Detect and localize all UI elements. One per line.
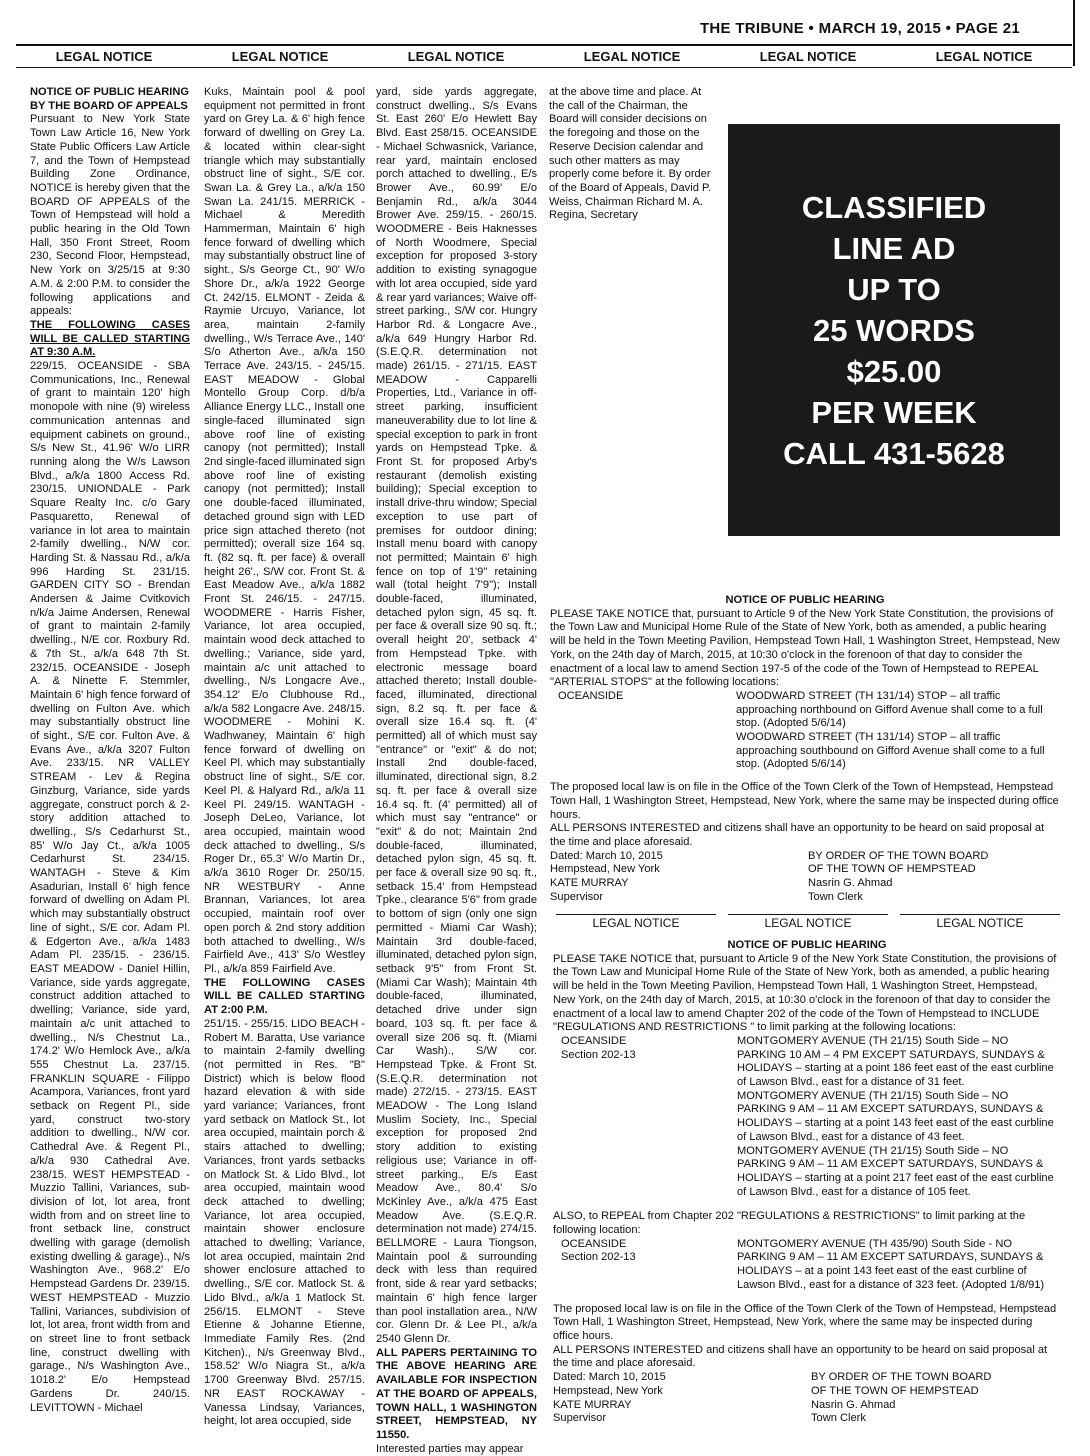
notice-title: NOTICE OF PUBLIC HEARING xyxy=(725,594,885,606)
morning-cases-heading: THE FOLLOWING CASES WILL BE CALLED STARTING AT 9:30 A.M. xyxy=(30,318,190,359)
ad-line: $25.00 xyxy=(846,353,942,389)
column-header: LEGAL NOTICE xyxy=(759,49,857,64)
cases-text: Kuks, Maintain pool & pool equipment not permitted in front yard on Grey La. & 6' high fence forward of dwelling on Grey La. & located within clear-sight triangle which may substantially obstruct line of sight., S/E cor. Swan La. & Grey La., a/k/a 150 Swan La. 241/15. MERRICK - Michael & Meredith Hammerman, Maintain 6' high fence forward of dwelling which may substantially obstruct line of sight., S/s George Ct., 90' W/o Shore Dr., a/k/a 1922 George Ct. 242/15. ELMONT - Zeida & Raymie Urcuyo, Variance, lot area, maintain 2-family dwelling., W/s Terrace Ave., 140' S/o Atherton Ave., a/k/a 150 Terrace Ave. 243/15. - 245/15. EAST MEADOW - Global Montello Group Corp. d/b/a Alliance Energy LLC., Install one single-faced illuminated sign above roof line of existing canopy (not permitted); Install 2nd single-faced illuminated sign above roof line of existing canopy (not permitted); Install one double-faced illuminated, detached ground sign with LED price sign attached thereto (not permitted); overall size 164 sq. ft. (82 sq. ft. per face) & overall height 26'., S/W cor. Front St. & East Meadow Ave., a/k/a 1882 Front St. 246/15. - 247/15. WOODMERE - Harris Fisher, Variance, lot area occupied, maintain wood deck attached to dwelling.; Variance, side yard, maintain a/c unit attached to dwelling., N/s Longacre Ave., 354.12' E/o Clubhouse Rd., a/k/a 582 Longacre Ave. 248/15. WOODMERE - Mohini K. Wadhwaney, Maintain 6' high fence forward of dwelling on Keel Pl. which may substantially obstruct line of sight., S/E cor. Keel Pl. & Halyard Rd., a/k/a 11 Keel Pl. 249/15. WANTAGH - Joseph DeLeo, Variance, lot area occupied, maintain wood deck attached to dwelling., S/s Roger Dr., 65.3' W/o Martin Dr., a/k/a 3610 Roger Dr. 250/15. NR WESTBURY - Anne Brannan, Variances, lot area occupied, maintain roof over open porch & 2nd story addition both attached to dwelling., W/s Fairfield Ave., 413' S/o Westley Pl., a/k/a 859 Fairfield Ave. xyxy=(204,86,365,975)
signature-block: BY ORDER OF THE TOWN BOARD OF THE TOWN OF HEMPSTEAD Nasrin G. Ahmad Town Clerk xyxy=(811,1371,992,1425)
ad-line: CALL 431-5628 xyxy=(783,435,1005,471)
ad-line: LINE AD xyxy=(832,230,956,266)
header-rule xyxy=(16,67,1072,68)
column-header: LEGAL NOTICE xyxy=(231,49,329,64)
cases-text: yard, side yards aggregate, construct dwelling., S/s Evans St. East 260' E/o Hewlett Bay Blvd. East 258/15. OCEANSIDE - Michael Schwasnick, Variance, rear yard, maintain enclosed porch attached to dwelling., E/s Brower Ave., 60.99' E/o Benjamin Rd., a/k/a 3044 Brower Ave. 259/15. - 260/15. WOODMERE - Beis Haknesses of North Woodmere, Special exception for proposed 3-story addition to existing synagogue with lot area occupied, side yard & rear yard variances; Waive off-street parking., S/W cor. Hungry Harbor Rd. & Longacre Ave., a/k/a 649 Hungry Harbor Rd. (S.E.Q.R. determination not made) 261/15. - 271/15. EAST MEADOW - Capparelli Properties, Ltd., Variance in off-street parking, insufficient maneuverability due to lot line & special exception to park in front yards on Hempstead Tpke. & Front St. for proposed Arby's restaurant (demolish existing building); Special exception to install drive-thru window; Special exception to use part of premises for outdoor dining; Install menu board with canopy not permitted; Maintain 6' high fence on top of 1'9" retaining wall (total height 7'9"); Install double-faced, illuminated, detached pylon sign, 45 sq. ft. per face & overall size 90 sq. ft.; overall height 20', setback 4' from Hempstead Tpke. with electronic message board attached thereto; Install double-faced, illuminated, directional sign, 8.2 sq. ft. per face & overall size 16.4 sq. ft. (4' permitted) all of which must say "entrance" or "exit" & do not; Install 2nd double-faced, illuminated, directional sign, 8.2 sq. ft. per face & overall size 16.4 sq. ft. (4' permitted) all of which must say "entrance" or "exit" & do not; Maintain 2nd double-faced, illuminated, detached pylon sign, 45 sq. ft. per face & overall size 90 sq. ft., setback 15.4' from Hempstead Tpke., clearance 5'6" from grade to bottom of sign (only one sign permitted - Miami Car Wash); Maintain 3rd double-faced, illuminated, detached pylon sign, setback 9'5" from Front St. (Miami Car Wash); Maintain 4th double-faced, illuminated, detached drive under sign board, 103 sq. ft. per face & overall size 206 sq. ft. (Miami Car Wash)., S/W cor. Hempstead Tpke. & Front St. (S.E.Q.R. determination not made) 272/15. - 273/15. EAST MEADOW - The Long Island Muslim Society, Inc., Special exception for proposed 2nd story addition to existing religious use; Variance in off-street parking., E/s East Meadow Ave., 80.4' S/o McKinley Ave., a/k/a 475 East Meadow Ave. (S.E.Q.R. determination not made) 274/15. BELLMORE - Laura Tiongson, Maintain pool & surrounding deck with less than required front, side & rear yard setbacks; maintain 6' high fence larger than pool installation area., N/W cor. Glenn Dr. & Lee Pl., a/k/a 2540 Glenn Dr. xyxy=(376,86,537,1345)
notice-body: Pursuant to New York State Town Law Article 16, New York State Public Officers Law Article 7, and the Town of Hempstead Building Zone Ordinance, NOTICE is hereby given that the BOARD OF APPEALS of the Town of Hempstead will hold a public hearing in the Old Town Hall, 350 Front Street, Room 230, Second Floor, Hempstead, New York on 3/25/15 at 9:30 A.M. & 2:00 P.M. to consider the following applications and appeals: xyxy=(30,113,190,318)
location-label: OCEANSIDE Section 202-13 xyxy=(561,1034,636,1061)
location-label: OCEANSIDE xyxy=(558,689,624,702)
cases-text: 251/15. - 255/15. LIDO BEACH - Robert M. Baratta, Use variance to maintain 2-family dwelling (not permitted in Res. "B" District) which is below flood hazard elevation & with side yard variance; Variances, front yard setback on Matlock St., lot area occupied, maintain porch & stairs attached to dwelling; Variances, front yards setbacks on Matlock St. & Lido Blvd., lot area occupied, maintain wood deck attached to dwelling; Variance, lot area occupied, maintain shower enclosure attached to dwelling; Variance, lot area occupied, maintain 2nd shower enclosure attached to dwelling., S/E cor. Matlock St. & Lido Blvd., a/k/a 1 Matlock St. 256/15. ELMONT - Steve Etienne & Johanne Etienne, Immediate Family Res. (2nd Kitchen)., N/s Greenway Blvd., 158.52' W/o Niagra St., a/k/a 1700 Greenway Blvd. 257/15. NR EAST ROCKAWAY - Vanessa Lindsay, Variances, height, lot area occupied, side xyxy=(204,1017,365,1428)
notice-arterial-stops xyxy=(550,594,1060,904)
masthead-rule xyxy=(1073,0,1075,66)
column-header: LEGAL NOTICE xyxy=(407,49,505,64)
masthead: THE TRIBUNE • MARCH 19, 2015 • PAGE 21 xyxy=(699,20,1020,37)
column-headers xyxy=(16,49,1072,64)
cases-text: Interested parties may appear xyxy=(376,1442,524,1455)
location-label: OCEANSIDE Section 202-13 xyxy=(561,1237,636,1264)
column-header: LEGAL NOTICE xyxy=(900,914,1060,930)
column-header: LEGAL NOTICE xyxy=(728,914,888,930)
column-header: LEGAL NOTICE xyxy=(55,49,153,64)
ad-line: UP TO xyxy=(847,271,941,307)
location-item: WOODWARD STREET (TH 131/14) STOP – all traffic approaching southbound on Gifford Avenue shall come to a full stop. (Adopted 5/6/14) xyxy=(736,731,1045,771)
ad-line: 25 WORDS xyxy=(813,312,975,348)
notice-also: ALSO, to REPEAL from Chapter 202 "REGULATIONS & RESTRICTIONS" to limit parking at the following location: xyxy=(553,1210,1026,1237)
dated-block: Dated: March 10, 2015 Hempstead, New York KATE MURRAY Supervisor xyxy=(553,1371,666,1425)
column-2 xyxy=(204,86,365,1448)
location-item: WOODWARD STREET (TH 131/14) STOP – all traffic approaching northbound on Gifford Avenue shall come to a full stop. (Adopted 5/6/14) xyxy=(736,689,1043,730)
notice-file: The proposed local law is on file in the Office of the Town Clerk of the Town of Hempstead, Hempstead Town Hall, 1 Washington Street, Hempstead, New York, where the same may be inspected during office hours. xyxy=(553,1302,1057,1342)
ad-line: CLASSIFIED xyxy=(801,189,987,225)
dated-block: Dated: March 10, 2015 Hempstead, New York KATE MURRAY Supervisor xyxy=(550,849,663,903)
signature-block: BY ORDER OF THE TOWN BOARD OF THE TOWN OF HEMPSTEAD Nasrin G. Ahmad Town Clerk xyxy=(808,849,989,903)
notice-body: PLEASE TAKE NOTICE that, pursuant to Article 9 of the New York State Constitution, the provisions of the Town Law and Municipal Home Rule of the State of New York, both as amended, a public hearing will be held in the Town Meeting Pavilion, Hempstead Town Hall, 1 Washington Street, Hempstead, New York, on the 24th day of March, 2015, at 10:30 o'clock in the forenoon of that day to consider the enactment of a local law to amend Chapter 202 of the code of the Town of Hempstead to INCLUDE "REGULATIONS AND RESTRICTIONS " to limit parking at the following locations: xyxy=(553,952,1057,1034)
column-header: LEGAL NOTICE xyxy=(556,914,716,930)
location-items: MONTGOMERY AVENUE (TH 21/15) South Side – NO PARKING 10 AM – 4 PM EXCEPT SATURDAYS, SUNDAYS & HOLIDAYS – starting at a point 186 feet east of the east curbline of Lawson Blvd., east for a distance of 31 feet. MONTGOMERY AVENUE (TH 21/15) South Side – NO PARKING 9 AM – 11 AM EXCEPT SATURDAYS, SUNDAYS & HOLIDAYS – starting at a point 143 feet east of the east curbline of Lawson Blvd., east for a distance of 43 feet. MONTGOMERY AVENUE (TH 21/15) South Side – NO PARKING 9 AM – 11 AM EXCEPT SATURDAYS, SUNDAYS & HOLIDAYS – starting at a point 217 feet east of the east curbline of Lawson Blvd., east for a distance of 105 feet. xyxy=(737,1034,1054,1198)
top-rule xyxy=(16,44,1072,46)
board-closing: at the above time and place. At the call of the Chairman, the Board will consider decisions on the foregoing and those on the Reserve Decision calendar and such other matters as may properly come before it. By order of the Board of Appeals, David P. Weiss, Chairman Richard M. A. Regina, Secretary xyxy=(549,86,711,222)
notice-file: The proposed local law is on file in the Office of the Town Clerk of the Town of Hempstead, Hempstead Town Hall, 1 Washington Street, Hempstead, New York, where the same may be inspected during office hours. xyxy=(550,781,1059,821)
classified-ad xyxy=(728,124,1060,536)
column-3 xyxy=(376,86,537,1455)
cases-text: 229/15. OCEANSIDE - SBA Communications, Inc., Renewal of grant to maintain 120' high monopole with nine (9) wireless communication antennas and equipment cabinets on ground., S/s New St., 41.96' W/o LIRR running along the W/s Lawson Blvd., a/k/a 1800 Access Rd. 230/15. UNIONDALE - Park Square Realty Inc. c/o Gary Pasquaretto, Renewal of variance in lot area to maintain 2-family dwelling., N/W cor. Harding St. & Nassau Rd., a/k/a 996 Harding St. 231/15. GARDEN CITY SO - Brendan Andersen & Jaime Cvitkovich n/k/a Jaime Andersen, Renewal of grant to maintain 2-family dwelling., N/E cor. Roxbury Rd. & 7th St., a/k/a 648 7th St. 232/15. OCEANSIDE - Joseph A. & Ninette F. Stemmler, Maintain 6' high fence forward of dwelling on Fulton Ave. which may substantially obstruct line of sight., S/E cor. Fulton Ave. & Evans Ave., a/k/a 3207 Fulton Ave. 233/15. NR VALLEY STREAM - Lev & Regina Ginzburg, Variance, side yards aggregate, construct porch & 2-story addition attached to dwelling., S/s Cedarhurst St., 85' W/o Jay Ct., a/k/a 1005 Cedarhurst St. 234/15. WANTAGH - Steve & Kim Asadurian, Install 6' high fence forward of dwelling on Adam Pl. which may substantially obstruct line of sight., S/E cor. Adam Pl. & Edgerton Ave., a/k/a 1483 Adam Pl. 235/15. - 236/15. EAST MEADOW - Daniel Hillin, Variance, side yards aggregate, construct addition attached to dwelling; Variance, side yard, maintain a/c unit attached to dwelling., N/s Chestnut La., 174.2' W/o Hemlock Ave., a/k/a 555 Chestnut La. 237/15. FRANKLIN SQUARE - Filippo Acampora, Variances, front yard setback on Regent Pl., side yard, construct two-story addition to dwelling., N/W cor. Cathedral Ave. & Regent Pl., a/k/a 930 Cathedral Ave. 238/15. WEST HEMPSTEAD - Muzzio Tallini, Variances, sub-division of lot, lot area, front width from and on street line to front setback line, construct dwelling with garage (demolish existing dwelling & garage)., N/s Washington Ave., 968.2' E/o Hempstead Gardens Dr. 239/15. WEST HEMPSTEAD - Muzzio Tallini, Variances, subdivision of lot, lot area, front width from and on street line to front setback line, construct dwelling with garage., N/s Washington Ave., 1018.2' E/o Hempstead Gardens Dr. 240/15. LEVITTOWN - Michael xyxy=(30,360,190,1414)
notice-title: NOTICE OF PUBLIC HEARING BY THE BOARD OF APPEALS xyxy=(30,86,190,112)
column-1 xyxy=(30,86,190,1448)
ad-line: PER WEEK xyxy=(811,394,977,430)
notice-heard: ALL PERSONS INTERESTED and citizens shall have an opportunity to be heard on said proposal at the time and place aforesaid. xyxy=(550,822,1045,848)
afternoon-cases-heading: THE FOLLOWING CASES WILL BE CALLED STARTING AT 2:00 P.M. xyxy=(204,976,365,1017)
notice-body: PLEASE TAKE NOTICE that, pursuant to Article 9 of the New York State Constitution, the provisions of the Town Law and Municipal Home Rule of the State of New York, both as amended, a public hearing will be held in the Town Meeting Pavilion, Hempstead Town Hall, 1 Washington Street, Hempstead, New York, on the 24th day of March, 2015, at 10:30 o'clock in the forenoon of that day to consider the enactment of a local law to amend Section 197-5 of the code of the Town of Hempstead to REPEAL "ARTERIAL STOPS" at the following locations: xyxy=(550,607,1060,689)
sub-headers xyxy=(556,914,1060,930)
papers-notice: ALL PAPERS PERTAINING TO THE ABOVE HEARING ARE AVAILABLE FOR INSPECTION AT THE BOARD OF APPEALS, TOWN HALL, 1 WASHINGTON STREET, HEMPSTEAD, NY 11550. xyxy=(376,1346,537,1441)
notice-heard: ALL PERSONS INTERESTED and citizens shall have an opportunity to be heard on said proposal at the time and place aforesaid. xyxy=(553,1343,1048,1370)
location-item: MONTGOMERY AVENUE (TH 435/90) South Side - NO PARKING 9 AM – 11 AM EXCEPT SATURDAYS, SUNDAYS & HOLIDAYS – at a point 143 feet east of the east curbline of Lawson Blvd., east for a distance of 323 feet. (Adopted 1/8/91) xyxy=(737,1237,1045,1291)
notice-parking xyxy=(553,939,1061,1426)
column-header: LEGAL NOTICE xyxy=(935,49,1033,64)
column-header: LEGAL NOTICE xyxy=(583,49,681,64)
notice-title: NOTICE OF PUBLIC HEARING xyxy=(727,939,887,951)
